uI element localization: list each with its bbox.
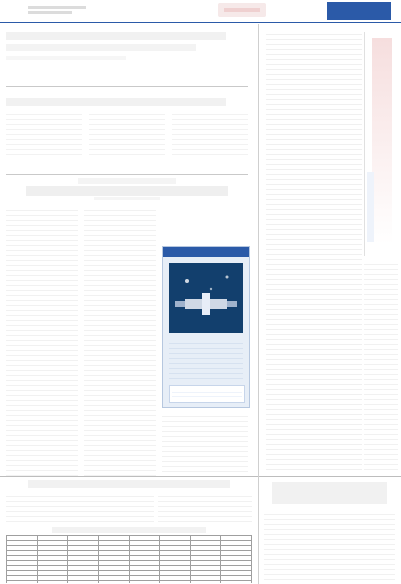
masthead <box>0 0 401 24</box>
right-column <box>258 24 401 476</box>
right-column-vertical-title <box>364 32 399 256</box>
second-story-text-column-3 <box>172 110 248 156</box>
science-text-column-3 <box>162 412 248 476</box>
science-byline-shape <box>94 197 160 200</box>
bottom-notice-sidebar-lines <box>158 492 252 526</box>
right-column-text <box>266 30 362 470</box>
bottom-right-text-lines <box>264 510 395 580</box>
masthead-meta-line-1 <box>28 6 86 9</box>
table-row <box>7 581 252 584</box>
vertical-subtitle-shape <box>367 172 374 242</box>
logo-wordmark-shape <box>224 8 260 12</box>
bottom-notice-body <box>6 492 154 526</box>
image-panel-header-bar <box>163 247 249 257</box>
table <box>6 535 252 583</box>
right-column-divider <box>258 24 259 476</box>
masthead-rule <box>0 22 401 23</box>
story-separator <box>6 174 248 175</box>
main-content <box>0 24 255 476</box>
lead-story-byline-shape <box>6 56 126 60</box>
section-label <box>327 2 391 20</box>
table-title-shape <box>52 527 206 533</box>
caption-lines <box>172 389 242 399</box>
space-image <box>169 263 243 333</box>
table-body <box>7 541 252 584</box>
bottom-right-headline-shape <box>272 482 387 504</box>
bottom-right-notice <box>258 476 401 584</box>
lead-story-headline-shape <box>6 32 226 40</box>
bottom-notice-sidebar <box>158 492 252 526</box>
science-body <box>6 206 248 476</box>
bottom-notice-text-lines <box>6 492 154 526</box>
science-text-column-2 <box>84 206 156 476</box>
science-headline-shape <box>26 186 228 196</box>
right-column-text-lines <box>266 30 362 470</box>
story-separator <box>6 86 248 87</box>
vertical-title-shape <box>372 38 392 244</box>
second-story-body <box>6 110 248 156</box>
second-story-text-column-1 <box>6 110 82 156</box>
bottom-notice <box>0 476 258 584</box>
masthead-meta-line-2 <box>28 11 72 14</box>
land-use-rights-table <box>6 535 252 583</box>
science-text-column-1 <box>6 206 78 476</box>
image-panel-body-lines <box>169 339 243 379</box>
bottom-notice-headline-shape <box>28 480 230 488</box>
science-story <box>6 178 248 476</box>
second-story-text-column-2 <box>89 110 165 156</box>
image-caption <box>169 385 245 403</box>
science-story-header <box>6 178 248 200</box>
lead-story-subhead-shape <box>6 44 196 51</box>
second-story-headline-shape <box>6 98 226 106</box>
space-image-illustration <box>169 263 243 333</box>
science-kicker-shape <box>78 178 176 184</box>
masthead-logo <box>218 3 266 17</box>
bottom-right-divider <box>258 476 259 584</box>
science-image-panel <box>162 246 250 408</box>
image-text-block <box>169 339 243 379</box>
right-column-lower-text-lines <box>364 260 398 470</box>
lead-story <box>6 28 248 80</box>
right-column-lower-text <box>364 260 398 470</box>
second-story <box>6 94 248 166</box>
bottom-right-body <box>264 510 395 580</box>
